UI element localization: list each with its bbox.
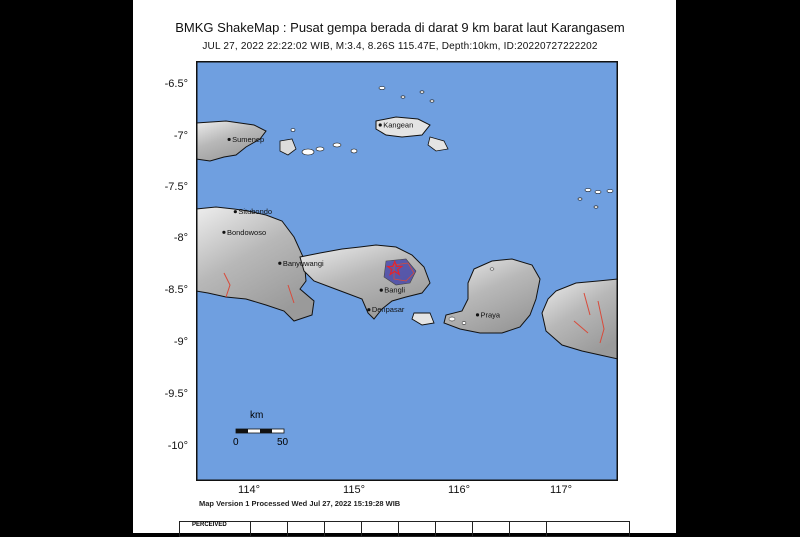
legend-cell bbox=[251, 522, 288, 536]
scale-bar-start: 0 bbox=[233, 437, 239, 448]
y-tick-label: -7.5° bbox=[164, 181, 188, 193]
city-label: Praya bbox=[480, 310, 501, 320]
legend-cell bbox=[436, 522, 473, 536]
city-dot bbox=[379, 123, 382, 126]
city-dot bbox=[234, 210, 237, 213]
city-label: Banyuwangi bbox=[282, 258, 324, 268]
city-marker bbox=[380, 286, 406, 295]
legend-cell bbox=[362, 522, 399, 536]
legend-label-cell bbox=[180, 522, 251, 536]
city-marker bbox=[367, 305, 405, 314]
city-marker bbox=[476, 310, 501, 319]
city-dot bbox=[476, 313, 479, 316]
legend-cell bbox=[510, 522, 547, 536]
legend-cell bbox=[547, 522, 583, 536]
city-dot bbox=[367, 308, 370, 311]
legend-cell bbox=[473, 522, 510, 536]
scale-bar bbox=[236, 429, 284, 433]
y-tick-label: -10° bbox=[167, 440, 188, 452]
city-label: Kangean bbox=[383, 120, 414, 130]
legend-label: PERCEIVED bbox=[192, 522, 227, 528]
city-marker bbox=[228, 135, 265, 144]
city-dot bbox=[222, 231, 225, 234]
legend-cell bbox=[325, 522, 362, 536]
city-marker bbox=[222, 228, 266, 237]
city-label: Bondowoso bbox=[226, 227, 267, 237]
y-tick-label: -9.5° bbox=[164, 388, 188, 400]
city-marker bbox=[278, 259, 324, 268]
x-tick-label: 114° bbox=[238, 484, 260, 496]
y-tick-label: -7° bbox=[173, 130, 188, 142]
x-tick-label: 117° bbox=[550, 484, 572, 496]
x-tick-label: 116° bbox=[448, 484, 470, 496]
city-marker bbox=[234, 207, 272, 216]
y-tick-label: -9° bbox=[173, 336, 188, 348]
scale-bar-title: km bbox=[250, 410, 264, 421]
city-marker bbox=[379, 120, 414, 129]
city-dot bbox=[278, 262, 281, 265]
x-tick-label: 115° bbox=[343, 484, 365, 496]
scale-bar-end: 50 bbox=[277, 437, 289, 448]
y-tick-label: -8.5° bbox=[164, 284, 188, 296]
city-label: Sumenep bbox=[232, 134, 265, 144]
city-label: Situbondo bbox=[238, 207, 273, 217]
city-label: Denpasar bbox=[371, 305, 405, 315]
legend-cell bbox=[399, 522, 436, 536]
intensity-legend-table bbox=[179, 521, 630, 537]
city-dot bbox=[380, 289, 383, 292]
map-subtitle: JUL 27, 2022 22:22:02 WIB, M:3.4, 8.26S 115.47E, Depth:10km, ID:20220727222202 bbox=[202, 41, 598, 52]
legend-cell bbox=[288, 522, 325, 536]
y-tick-label: -6.5° bbox=[164, 78, 188, 90]
city-label: Bangli bbox=[384, 285, 406, 295]
y-tick-label: -8° bbox=[173, 232, 188, 244]
map-version-footer: Map Version 1 Processed Wed Jul 27, 2022 15:19:28 WIB bbox=[199, 499, 401, 508]
map-title: BMKG ShakeMap : Pusat gempa berada di darat 9 km barat laut Karangasem bbox=[175, 20, 625, 35]
city-dot bbox=[228, 138, 231, 141]
